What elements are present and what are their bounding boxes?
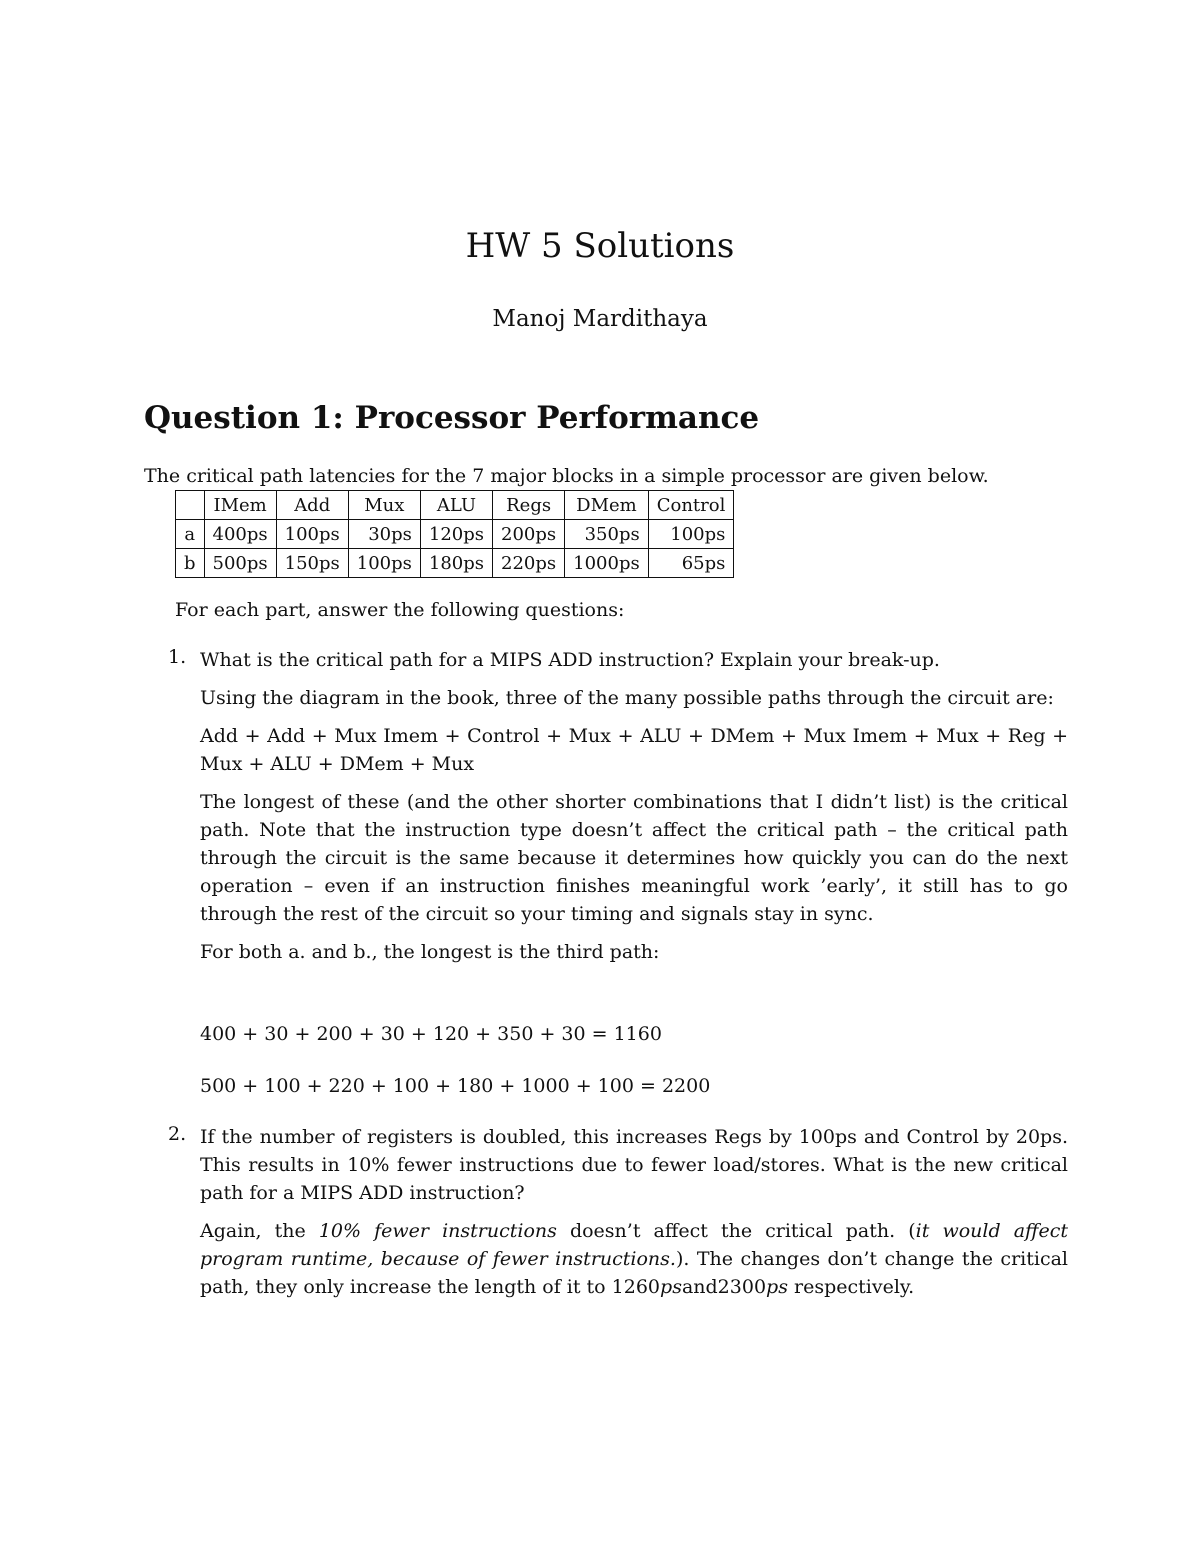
answer-text: respectively. (787, 1276, 915, 1298)
section-intro: The critical path latencies for the 7 major blocks in a simple processor are given below. (144, 465, 989, 487)
table-header-cell: ALU (420, 491, 492, 520)
emphasis-text: ps (766, 1276, 788, 1298)
equation: 500 + 100 + 220 + 100 + 180 + 1000 + 100 = 2200 (200, 1075, 711, 1097)
path-list: Add + Add + Mux Imem + Control + Mux + ALU + DMem + Mux Imem + Mux + Reg + Mux + ALU + DMem + Mux (200, 725, 1068, 775)
table-cell: 120ps (420, 520, 492, 549)
question-number: 2. (168, 1123, 187, 1145)
table-cell: 1000ps (565, 549, 649, 578)
table-header-cell: Control (648, 491, 734, 520)
table-cell: 30ps (348, 520, 420, 549)
table-row (176, 549, 734, 578)
instructions-text: For each part, answer the following questions: (175, 599, 625, 621)
table-cell: 100ps (648, 520, 734, 549)
table-cell: 200ps (493, 520, 565, 549)
equation: 400 + 30 + 200 + 30 + 120 + 350 + 30 = 1160 (200, 1023, 662, 1045)
answer-text: Again, the (200, 1220, 319, 1242)
table-cell: 100ps (276, 520, 348, 549)
question-number: 1. (168, 646, 187, 668)
table-header-cell: Add (276, 491, 348, 520)
emphasis-text: it would affect program runtime, because of fewer instructions. (200, 1220, 1068, 1270)
answer-text: ). The changes don’t change the critical path, they only increase the length of it to 1260 (200, 1248, 1068, 1298)
emphasis-text: 10% fewer instructions (318, 1220, 557, 1242)
table-cell: 65ps (648, 549, 734, 578)
table-header-row (176, 491, 734, 520)
answer-paragraph (200, 1217, 1068, 1301)
latency-table (175, 490, 734, 578)
question-2 (168, 1123, 1068, 1311)
question-body (200, 1123, 1068, 1301)
table-cell: 350ps (565, 520, 649, 549)
table-header-cell: Regs (493, 491, 565, 520)
question-text: What is the critical path for a MIPS ADD instruction? Explain your break-up. (200, 649, 940, 671)
table-header-cell (176, 491, 205, 520)
document-author: Manoj Mardithaya (492, 306, 708, 332)
table-cell: 220ps (493, 549, 565, 578)
table-cell: 500ps (204, 549, 276, 578)
question-text: If the number of registers is doubled, this increases Regs by 100ps and Control by 20ps. This results in 10% fewer instructions due to fewer load/stores. What is the new critical path for a MIPS ADD instruction? (200, 1126, 1068, 1204)
table-cell: 150ps (276, 549, 348, 578)
table-row (176, 520, 734, 549)
question-body (200, 646, 1068, 966)
table-header-cell: IMem (204, 491, 276, 520)
answer-paragraph: Using the diagram in the book, three of the many possible paths through the circuit are: (200, 687, 1054, 709)
section-heading: Question 1: Processor Performance (144, 400, 760, 436)
row-label: b (176, 549, 205, 578)
answer-paragraph: The longest of these (and the other shorter combinations that I didn’t list) is the critical path. Note that the instruction type doesn’t affect the critical path – the critical path through the circuit is the same because it determines how quickly you can do the next operation – even if an instruction finishes meaningful work ’early’, it still has to go through the rest of the circuit so your timing and signals stay in sync. (200, 791, 1068, 925)
table-cell: 400ps (204, 520, 276, 549)
table-header-cell: Mux (348, 491, 420, 520)
answer-text: doesn’t affect the critical path. ( (556, 1220, 916, 1242)
table-header-cell: DMem (565, 491, 649, 520)
question-1 (168, 646, 1068, 1097)
table-cell: 180ps (420, 549, 492, 578)
row-label: a (176, 520, 205, 549)
emphasis-text: ps (660, 1276, 682, 1298)
table-cell: 100ps (348, 549, 420, 578)
answer-text: and2300 (681, 1276, 767, 1298)
answer-paragraph: For both a. and b., the longest is the third path: (200, 941, 660, 963)
document-title: HW 5 Solutions (465, 226, 735, 266)
